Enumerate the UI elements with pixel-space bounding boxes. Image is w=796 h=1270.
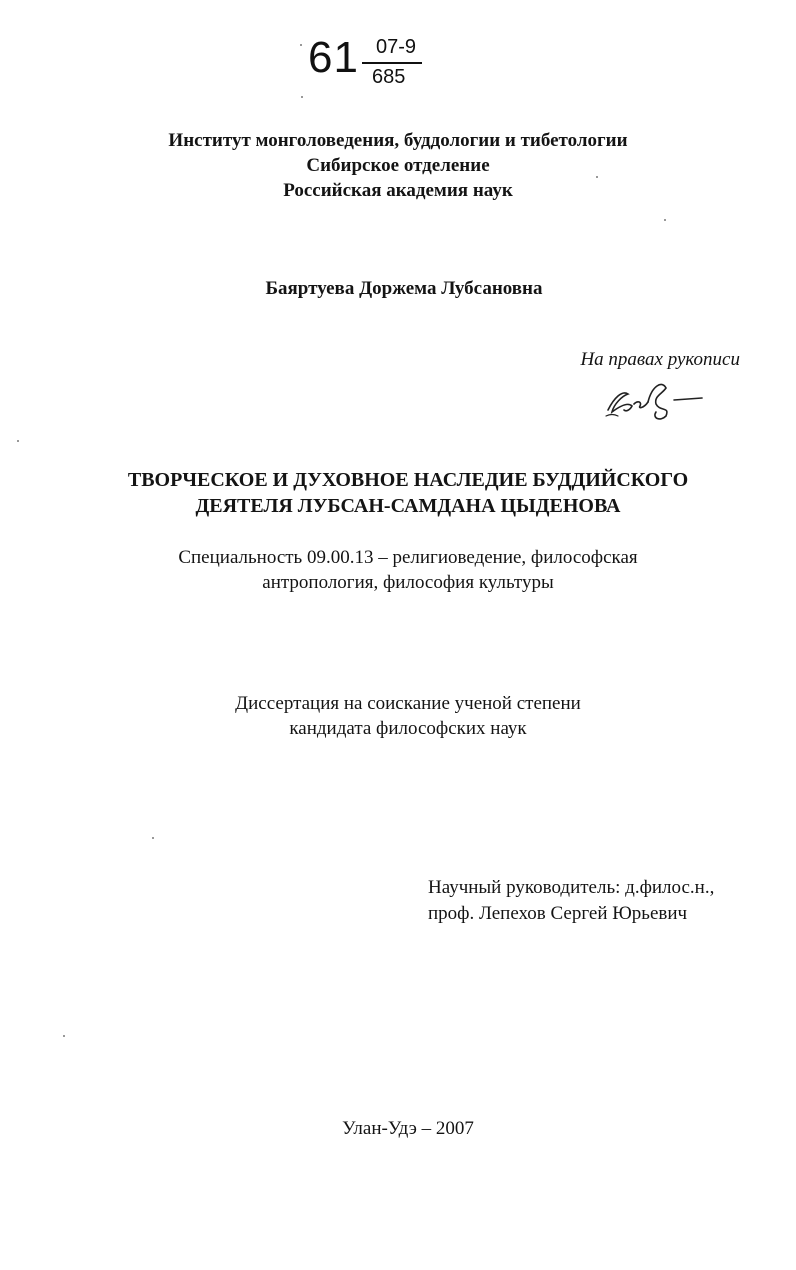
supervisor-line-2: проф. Лепехов Сергей Юрьевич bbox=[428, 903, 688, 924]
specialty-block bbox=[10, 545, 796, 595]
scan-speck bbox=[301, 96, 303, 98]
degree-line-2: кандидата философских наук bbox=[289, 718, 527, 739]
specialty-line-1: Специальность 09.00.13 – религиоведение, философская bbox=[178, 547, 638, 568]
title-line-1: ТВОРЧЕСКОЕ И ДУХОВНОЕ НАСЛЕДИЕ БУДДИЙСКОГО bbox=[127, 469, 689, 491]
scan-speck bbox=[300, 44, 302, 46]
author-signature bbox=[600, 376, 710, 424]
institution-name: Институт монголоведения, буддологии и тибетологии bbox=[168, 130, 628, 151]
stamp-numerator: 07-9 bbox=[376, 36, 417, 58]
manuscript-rights-note: На правах рукописи bbox=[580, 349, 740, 370]
degree-block bbox=[10, 691, 796, 741]
supervisor-block bbox=[428, 875, 714, 927]
library-stamp bbox=[306, 30, 436, 90]
author-name: Баяртуева Доржема Лубсановна bbox=[265, 278, 543, 299]
degree-line-1: Диссертация на соискание ученой степени bbox=[235, 693, 581, 714]
specialty-line-2: антропология, философия культуры bbox=[262, 572, 554, 593]
stamp-fraction-line bbox=[362, 62, 422, 64]
scan-speck bbox=[664, 219, 666, 221]
scan-speck bbox=[17, 440, 19, 442]
scan-speck bbox=[152, 837, 154, 839]
institution-academy: Российская академия наук bbox=[283, 180, 513, 201]
title-line-2: ДЕЯТЕЛЯ ЛУБСАН-САМДАНА ЦЫДЕНОВА bbox=[195, 495, 621, 517]
institution-branch: Сибирское отделение bbox=[306, 155, 490, 176]
stamp-prefix: 61 bbox=[308, 33, 359, 82]
institution-block bbox=[0, 128, 796, 203]
supervisor-line-1: Научный руководитель: д.филос.н., bbox=[428, 877, 715, 898]
stamp-denominator: 685 bbox=[372, 66, 406, 88]
city-and-year: Улан-Удэ – 2007 bbox=[342, 1118, 474, 1139]
scan-speck bbox=[63, 1035, 65, 1037]
dissertation-title bbox=[10, 467, 796, 519]
